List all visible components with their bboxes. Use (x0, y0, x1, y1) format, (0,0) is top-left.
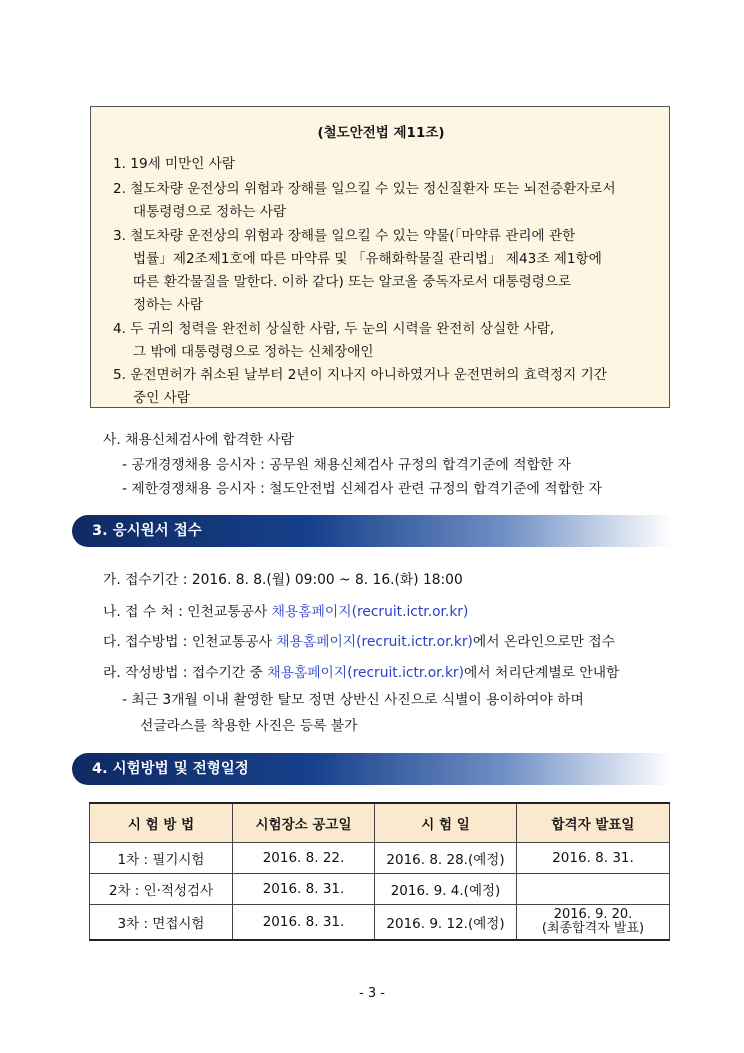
recruit-site-link[interactable]: 채용홈페이지(recruit.ictr.or.kr) (276, 634, 473, 650)
section-3-ra-suffix: 에서 처리단계별로 안내함 (463, 665, 620, 681)
section-4-title: 4. 시험방법 및 전형일정 (92, 761, 249, 777)
section-3-da-text: 다. 접수방법 : 인천교통공사 (103, 634, 277, 650)
law-quote-box (90, 106, 670, 408)
table-cell: 2016. 8. 31. (233, 905, 375, 941)
header-exam-method: 시 험 방 법 (90, 803, 233, 843)
header-venue-notice-date: 시험장소 공고일 (233, 803, 375, 843)
table-cell: 2016. 9. 4.(예정) (375, 874, 517, 905)
table-header-row (90, 803, 670, 843)
law-item-3-cont-2: 따른 환각물질을 말한다. 이하 같다) 또는 알코올 중독자로서 대통령령으로 (133, 274, 572, 290)
table-cell: 2016. 9. 12.(예정) (375, 905, 517, 941)
header-result-date: 합격자 발표일 (517, 803, 670, 843)
section-sa-item-1: - 공개경쟁채용 응시자 : 공무원 채용신체검사 규정의 합격기준에 적합한 자 (122, 457, 571, 473)
law-item-4-cont: 그 밖에 대통령령으로 정하는 신체장애인 (133, 344, 374, 360)
law-item-5: 5. 운전면허가 취소된 날부터 2년이 지나지 아니하였거나 운전면허의 효력정지 기간 (113, 367, 607, 383)
law-item-2: 2. 철도차량 운전상의 위험과 장해를 일으킬 수 있는 정신질환자 또는 뇌전증환자로서 (113, 181, 616, 197)
law-item-4: 4. 두 귀의 청력을 완전히 상실한 사람, 두 눈의 시력을 완전히 상실한 사람, (113, 321, 555, 337)
law-item-1: 1. 19세 미만인 사람 (113, 156, 236, 172)
final-result-note: (최종합격자 발표) (541, 921, 645, 936)
recruit-site-link[interactable]: 채용홈페이지(recruit.ictr.or.kr) (267, 665, 464, 681)
law-item-5-cont: 중인 사람 (133, 390, 190, 406)
table-row (90, 874, 670, 905)
section-3-na-text: 나. 접 수 처 : 인천교통공사 (103, 604, 272, 620)
page-number: - 3 - (359, 986, 385, 1001)
section-3-ra-note-2: 선글라스를 착용한 사진은 등록 불가 (140, 718, 358, 734)
section-3-da (103, 630, 615, 650)
schedule-table (89, 802, 670, 941)
table-cell: 2016. 8. 28.(예정) (375, 843, 517, 874)
table-cell: 1차 : 필기시험 (90, 843, 233, 874)
section-3-title: 3. 응시원서 접수 (92, 523, 202, 539)
table-cell: 3차 : 면접시험 (90, 905, 233, 941)
table-cell (517, 905, 670, 941)
final-result-date: 2016. 9. 20. (553, 907, 633, 922)
law-item-3-cont-3: 정하는 사람 (133, 297, 203, 313)
table-row (90, 905, 670, 941)
section-4-header (72, 753, 672, 785)
recruit-site-link[interactable]: 채용홈페이지(recruit.ictr.or.kr) (271, 604, 469, 620)
section-sa-heading: 사. 채용신체검사에 합격한 사람 (103, 432, 294, 448)
law-box-title: (철도안전법 제11조) (317, 125, 445, 141)
table-cell (517, 874, 670, 905)
header-exam-date: 시 험 일 (375, 803, 517, 843)
law-item-3: 3. 철도차량 운전상의 위험과 장해를 일으킬 수 있는 약물(「마약류 관리에 관한 (113, 228, 576, 244)
law-item-3-cont-1: 법률」제2조제1호에 따른 마약류 및 「유해화학물질 관리법」 제43조 제1항에 (133, 251, 602, 267)
law-item-2-cont: 대통령령으로 정하는 사람 (133, 204, 287, 220)
section-3-header (72, 515, 672, 547)
section-3-ra-text: 라. 작성방법 : 접수기간 중 (103, 665, 268, 681)
section-3-ra-note-1: - 최근 3개월 이내 촬영한 탈모 정면 상반신 사진으로 식별이 용이하여야 하며 (122, 692, 584, 708)
table-cell: 2차 : 인·적성검사 (90, 874, 233, 905)
table-cell: 2016. 8. 31. (233, 874, 375, 905)
table-cell: 2016. 8. 22. (233, 843, 375, 874)
section-3-na (103, 600, 468, 620)
section-3-ga: 가. 접수기간 : 2016. 8. 8.(월) 09:00 ~ 8. 16.(화) 18:00 (103, 572, 463, 588)
table-row (90, 843, 670, 874)
section-sa-item-2: - 제한경쟁채용 응시자 : 철도안전법 신체검사 관련 규정의 합격기준에 적합한 자 (122, 481, 602, 497)
section-3-ra (103, 661, 619, 681)
table-cell: 2016. 8. 31. (517, 843, 670, 874)
section-3-da-suffix: 에서 온라인으로만 접수 (472, 634, 615, 650)
